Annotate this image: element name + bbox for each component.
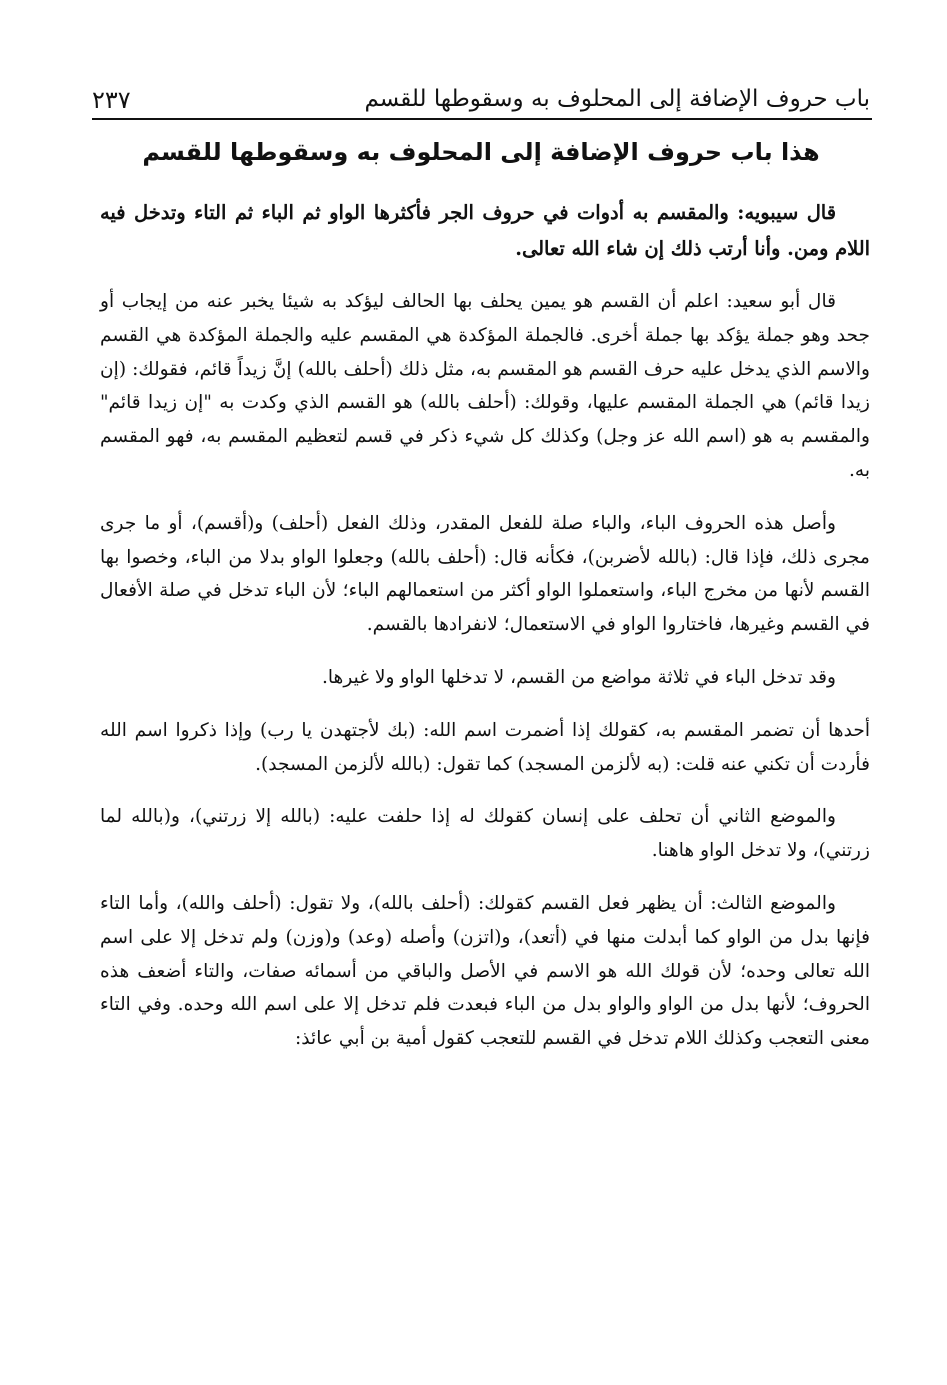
paragraph-origin-of-letters: وأصل هذه الحروف الباء، والباء صلة للفعل المقدر، وذلك الفعل (أحلف) و(أقسم)، أو ما جرى مجرى ذلك، فإذا قال: (بالله لأضربن)، فكأنه قال: (أحلف بالله) وجعلوا الواو بدلا من الباء، وخصوا بها القسم لأنها من مخرج الباء، واستعملوا الواو أكثر من استعمالهم الباء؛ لأن الباء تدخل في صلة الأفعال في القسم وغيرها، فاختاروا الواو في الاستعمال؛ لانفرادها بالقسم. [100, 512, 870, 636]
paragraph-sibawayh-quote: قال سيبويه: والمقسم به أدوات في حروف الجر فأكثرها الواو ثم الباء ثم التاء وتدخل فيه اللام ومن. وأنا أرتب ذلك إن شاء الله تعالى. [100, 201, 870, 260]
paragraph-three-places: وقد تدخل الباء في ثلاثة مواضع من القسم، لا تدخلها الواو ولا غيرها. [321, 666, 836, 688]
paragraph-second-place: والموضع الثاني أن تحلف على إنسان كقولك له إذا حلفت عليه: (بالله إلا زرتني)، و(بالله لما زرتني)، ولا تدخل الواو هاهنا. [100, 806, 870, 862]
body-text [100, 195, 870, 1075]
paragraph-abu-said-explanation: قال أبو سعيد: اعلم أن القسم هو يمين يحلف بها الحالف ليؤكد به شيئا يخبر عنه من إيجاب أو جحد وهو جملة يؤكد بها جملة أخرى. فالجملة المؤكدة هي المقسم عليه والجملة المؤكدة هي القسم والاسم الذي يدخل عليه حرف القسم هو المقسم به، مثل ذلك (أحلف بالله) إنَّ زيداً قائم، فقولك: (إن زيدا قائم) هي الجملة المقسم عليها، وقولك: (أحلف بالله) هو القسم الذي وكدت به "إن زيدا قائم" والمقسم به هو (اسم الله عز وجل) وكذلك كل شيء ذكر في قسم لتعظيم المقسم به، فهو المقسم به. [100, 291, 870, 481]
running-header-title: باب حروف الإضافة إلى المحلوف به وسقوطها للقسم [364, 86, 870, 113]
paragraph-third-place: والموضع الثالث: أن يظهر فعل القسم كقولك: (أحلف بالله)، ولا تقول: (أحلف والله)، وأما التاء فإنها بدل من الواو كما أبدلت منها في (أتعد)، و(اتزن) وأصله (وعد) و(وزن) ولم تدخل إلا على اسم الله تعالى وحده؛ لأن قولك الله هو الاسم في الأصل والباقي من أسمائه صفات، والتاء أضعف هذه الحروف؛ لأنها بدل من الواو والواو بدل من الباء فبعدت فلم تدخل إلا على اسم الله وحده. وفي التاء معنى التعجب وكذلك اللام تدخل في القسم للتعجب كقول أمية بن أبي عائذ: [100, 892, 870, 1050]
header-divider [92, 118, 872, 120]
paragraph-first-place: أحدها أن تضمر المقسم به، كقولك إذا أضمرت اسم الله: (بك لأجتهدن يا رب) وإذا ذكروا اسم الله فأردت أن تكني عنه قلت: (به لألزمن المسجد) كما تقول: (بالله لألزمن المسجد). [100, 719, 870, 775]
chapter-title: هذا باب حروف الإضافة إلى المحلوف به وسقوطها للقسم [142, 138, 820, 166]
page-number: ٢٣٧ [92, 86, 131, 114]
running-header [92, 62, 870, 114]
